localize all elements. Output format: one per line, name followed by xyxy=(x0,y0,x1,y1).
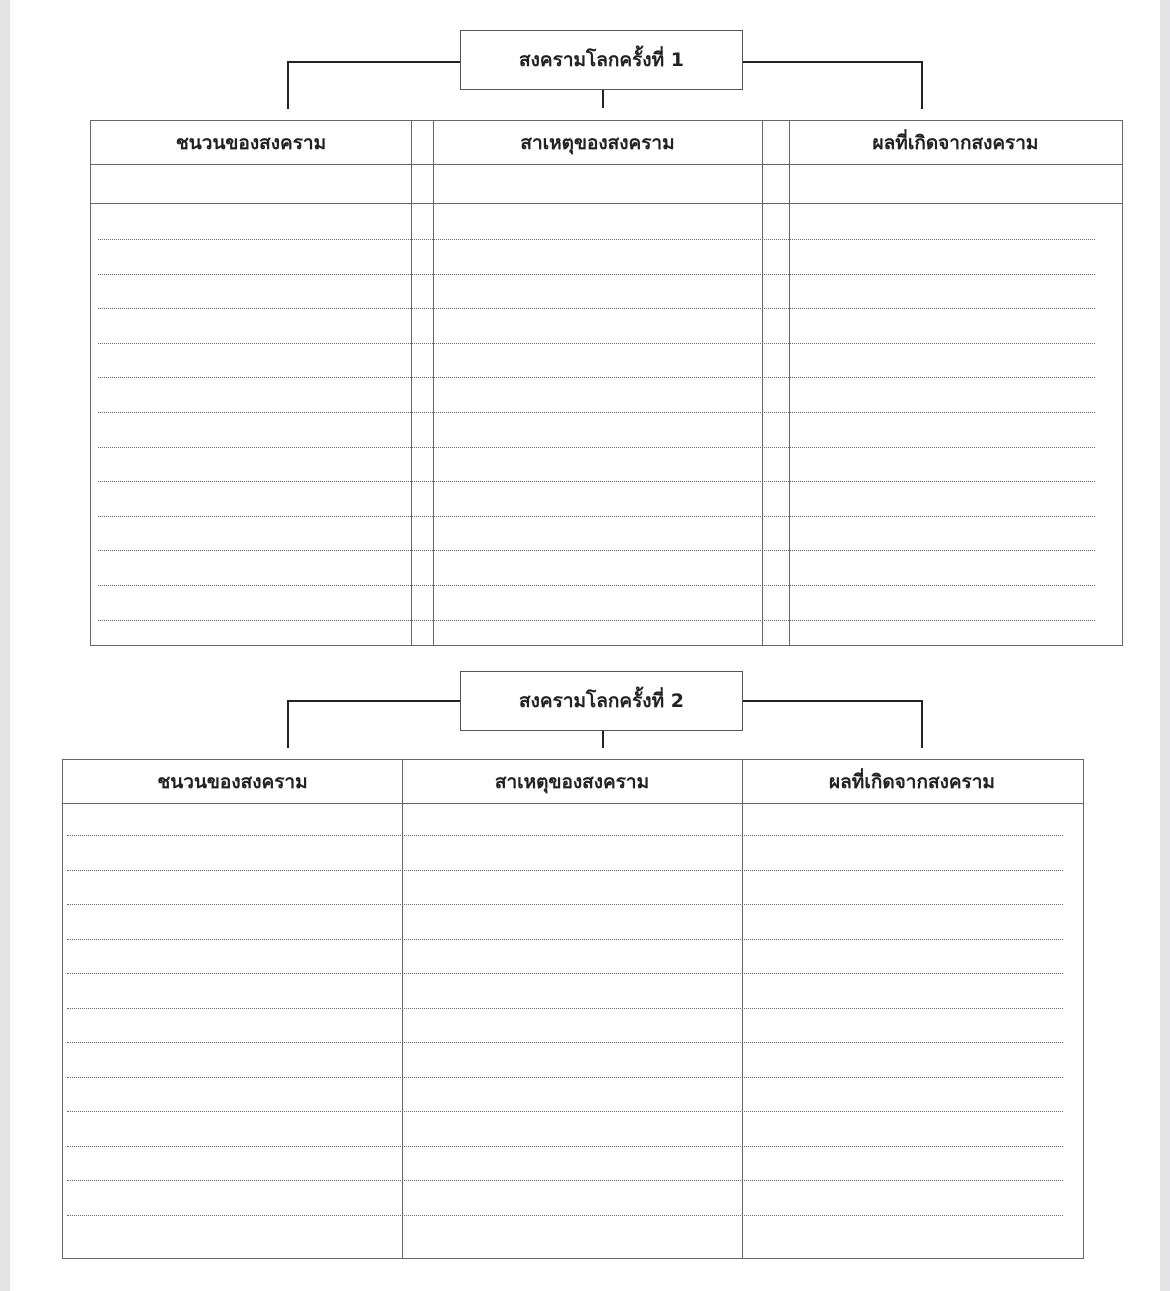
connector-stem-1 xyxy=(602,88,604,108)
writing-line xyxy=(98,308,1095,309)
column-header-effects xyxy=(742,760,1082,804)
column-header-trigger xyxy=(91,121,411,165)
writing-line xyxy=(98,620,1095,621)
column-header-causes xyxy=(433,121,762,165)
page-edge-left xyxy=(0,0,10,1291)
section-title-ww2 xyxy=(460,671,743,731)
writing-line xyxy=(67,1215,1063,1216)
writing-line xyxy=(67,1111,1063,1112)
writing-line xyxy=(67,904,1063,905)
section-title-text: สงครามโลกครั้งที่ 2 xyxy=(519,690,684,712)
writing-line xyxy=(98,274,1095,275)
column-header-label: ชนวนของสงคราม xyxy=(157,771,308,793)
column-header-label: ผลที่เกิดจากสงคราม xyxy=(872,132,1039,154)
column-header-label: สาเหตุของสงคราม xyxy=(494,771,650,793)
writing-line xyxy=(67,939,1063,940)
column-header-label: ชนวนของสงคราม xyxy=(175,132,327,154)
writing-line xyxy=(98,550,1095,551)
column-divider xyxy=(433,121,434,645)
column-header-effects xyxy=(789,121,1122,165)
column-header-trigger xyxy=(63,760,402,804)
table-ww2 xyxy=(62,759,1084,1259)
column-header-label: ผลที่เกิดจากสงคราม xyxy=(829,771,995,793)
column-divider xyxy=(762,121,763,645)
section-title-text: สงครามโลกครั้งที่ 1 xyxy=(519,49,684,71)
subheader-bottom-line xyxy=(91,203,1122,204)
page-edge-right xyxy=(1160,0,1170,1291)
worksheet-page xyxy=(10,0,1160,1291)
writing-line xyxy=(67,1077,1063,1078)
writing-line xyxy=(67,973,1063,974)
writing-line xyxy=(67,1180,1063,1181)
connector-stem-2 xyxy=(602,729,604,748)
column-divider xyxy=(411,121,412,645)
column-divider xyxy=(789,121,790,645)
writing-line xyxy=(98,343,1095,344)
writing-line xyxy=(67,870,1063,871)
writing-line xyxy=(98,412,1095,413)
writing-line xyxy=(98,239,1095,240)
writing-line xyxy=(67,1042,1063,1043)
writing-line xyxy=(67,1146,1063,1147)
writing-line xyxy=(98,516,1095,517)
writing-line xyxy=(67,1008,1063,1009)
writing-line xyxy=(98,447,1095,448)
writing-line xyxy=(98,377,1095,378)
section-title-ww1 xyxy=(460,30,743,90)
writing-line xyxy=(67,835,1063,836)
table-ww1 xyxy=(90,120,1123,646)
column-header-label: สาเหตุของสงคราม xyxy=(520,132,675,154)
column-header-causes xyxy=(402,760,742,804)
writing-line xyxy=(98,585,1095,586)
writing-line xyxy=(98,481,1095,482)
